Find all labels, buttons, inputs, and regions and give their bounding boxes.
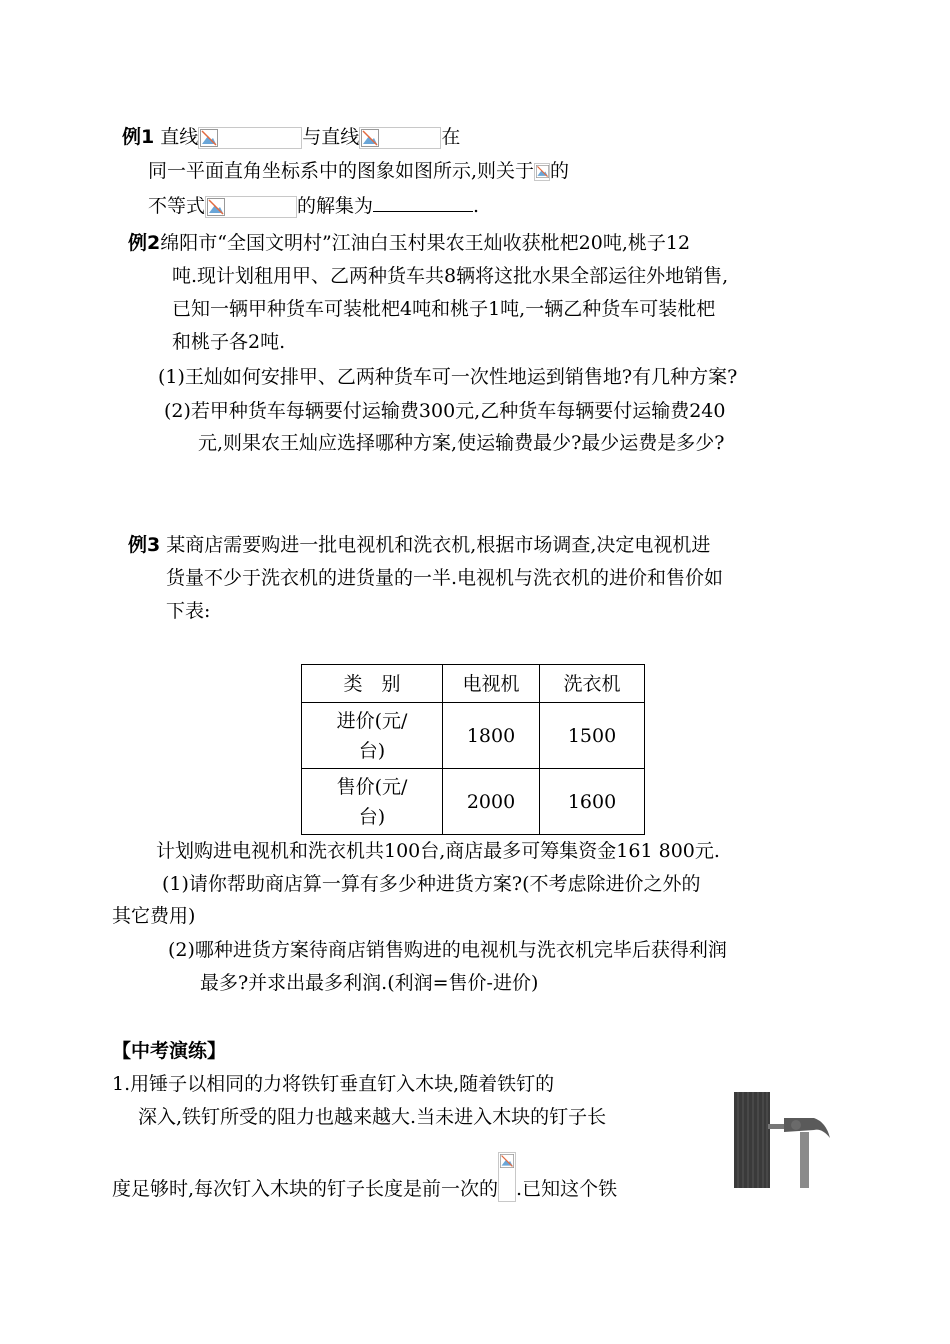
table-cell: 1800 xyxy=(443,703,540,769)
text: 售价(元/ xyxy=(336,775,408,798)
practice-1-line-2: 深入,铁钉所受的阻力也越来越大.当未进入木块的钉子长 xyxy=(138,1106,607,1128)
example-3-question-1-line-2: 其它费用) xyxy=(112,905,196,927)
text: 在 xyxy=(441,126,461,148)
answer-blank xyxy=(373,193,473,212)
table-header-cell: 类 别 xyxy=(302,665,443,703)
example-1-label: 例1 xyxy=(122,126,155,148)
table-cell: 1600 xyxy=(540,769,645,835)
text: 绵阳市“全国文明村”江油白玉村果农王灿收获枇杷20吨,桃子12 xyxy=(160,232,691,254)
text: 直线 xyxy=(160,126,199,148)
example-3-line-2: 货量不少于洗衣机的进货量的一半.电视机与洗衣机的进价和售价如 xyxy=(166,567,724,589)
example-3-label: 例3 xyxy=(128,534,161,556)
text: . xyxy=(473,195,480,217)
text: 同一平面直角坐标系中的图象如图所示,则关于 xyxy=(148,160,535,182)
example-3-question-2-line-1: (2)哪种进货方案待商店销售购进的电视机与洗衣机完毕后获得利润 xyxy=(168,939,727,961)
table-row xyxy=(302,769,645,835)
example-3-line-1 xyxy=(128,532,710,558)
table-row-label xyxy=(302,703,443,769)
example-1-line-1 xyxy=(122,124,460,150)
example-1-line-2 xyxy=(148,158,569,184)
price-table xyxy=(301,664,645,835)
text: 的 xyxy=(550,160,570,182)
table-header-row xyxy=(302,665,645,703)
example-2-question-2-line-2: 元,则果农王灿应选择哪种方案,使运输费最少?最少运费是多少? xyxy=(198,432,725,454)
text: 与直线 xyxy=(302,126,360,148)
practice-1-line-1: 1.用锤子以相同的力将铁钉垂直钉入木块,随着铁钉的 xyxy=(112,1073,555,1095)
broken-image-icon xyxy=(205,196,297,218)
hammer-illustration xyxy=(734,1090,834,1195)
example-2-line-4: 和桃子各2吨. xyxy=(172,331,286,353)
text: 的解集为 xyxy=(297,195,374,217)
example-2-question-2-line-1: (2)若甲种货车每辆要付运输费300元,乙种货车每辆要付运输费240 xyxy=(164,400,726,422)
section-heading: 【中考演练】 xyxy=(112,1040,227,1062)
text: 度足够时,每次钉入木块的钉子长度是前一次的 xyxy=(112,1178,499,1200)
table-row-label xyxy=(302,769,443,835)
table-cell: 2000 xyxy=(443,769,540,835)
broken-image-icon xyxy=(359,127,441,149)
example-2-line-3: 已知一辆甲种货车可装枇杷4吨和桃子1吨,一辆乙种货车可装枇杷 xyxy=(172,298,716,320)
example-2-line-2: 吨.现计划租用甲、乙两种货车共8辆将这批水果全部运往外地销售, xyxy=(172,265,729,287)
text: 台) xyxy=(358,739,386,762)
broken-image-icon xyxy=(498,1152,516,1202)
example-3-question-2-line-2: 最多?并求出最多利润.(利润=售价-进价) xyxy=(200,972,539,994)
text: 某商店需要购进一批电视机和洗衣机,根据市场调查,决定电视机进 xyxy=(166,534,711,556)
broken-image-icon xyxy=(534,163,550,181)
text: 进价(元/ xyxy=(336,709,408,732)
table-header-cell: 洗衣机 xyxy=(540,665,645,703)
text: 不等式 xyxy=(148,195,206,217)
table-cell: 1500 xyxy=(540,703,645,769)
text: 台) xyxy=(358,805,386,828)
broken-image-icon xyxy=(198,127,302,149)
text: .已知这个铁 xyxy=(516,1178,618,1200)
example-2-line-1 xyxy=(128,230,690,256)
table-row xyxy=(302,703,645,769)
practice-1-line-3 xyxy=(112,1152,617,1202)
example-3-after-table: 计划购进电视机和洗衣机共100台,商店最多可筹集资金161 800元. xyxy=(156,840,720,862)
example-2-label: 例2 xyxy=(128,232,161,254)
example-3-line-3: 下表: xyxy=(166,600,211,622)
table-header-cell: 电视机 xyxy=(443,665,540,703)
example-1-line-3 xyxy=(148,193,479,219)
example-3-question-1-line-1: (1)请你帮助商店算一算有多少种进货方案?(不考虑除进价之外的 xyxy=(162,873,701,895)
example-2-question-1: (1)王灿如何安排甲、乙两种货车可一次性地运到销售地?有几种方案? xyxy=(158,366,738,388)
